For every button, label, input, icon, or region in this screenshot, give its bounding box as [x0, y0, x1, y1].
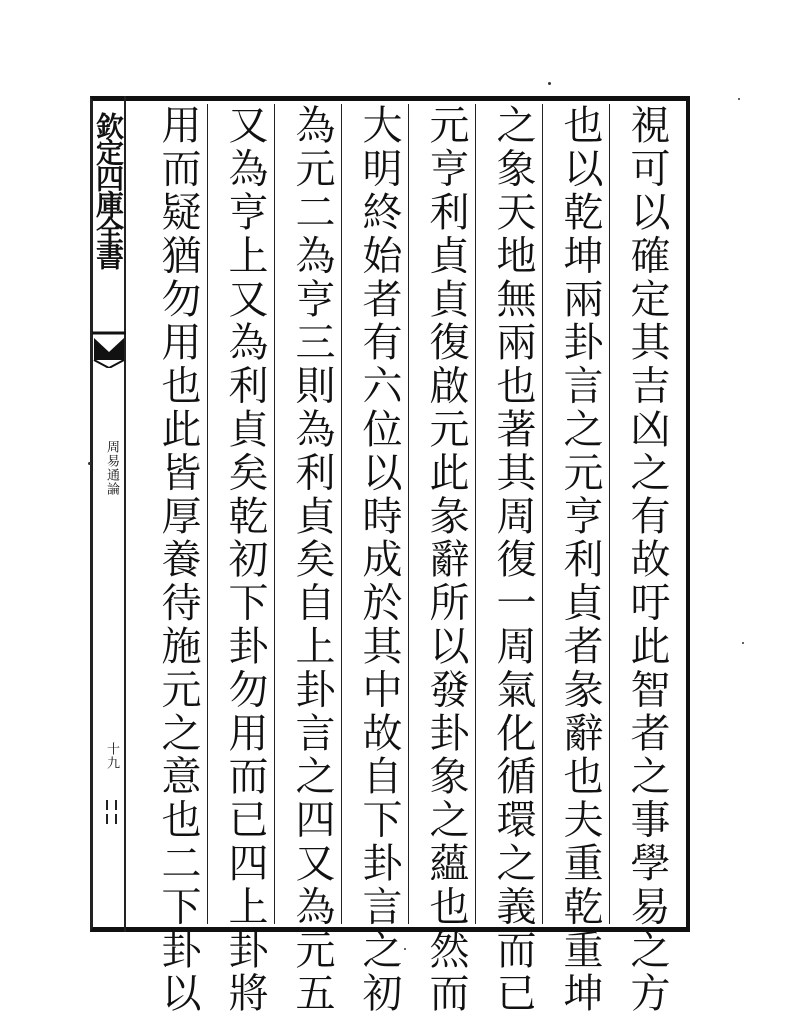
ink-speck: [88, 462, 91, 465]
ink-speck: [404, 948, 406, 950]
ink-speck: [738, 98, 740, 100]
ink-speck: [742, 642, 744, 644]
text-column-3: 之象天地無兩也著其周復一周氣化循環之義而已: [490, 104, 536, 1016]
folio-number: 十九: [104, 742, 119, 770]
fish-tail-mark: [92, 330, 126, 368]
text-column-6: 為元二為亨三則為利貞矣自上卦言之四又為元五: [289, 104, 335, 1016]
book-title: 周易通論: [104, 440, 119, 496]
text-column-4: 元亨利貞貞復啟元此彖辭所以發卦象之蘊也然而: [423, 104, 469, 1016]
text-columns: [140, 104, 680, 1016]
ink-speck: [548, 82, 551, 85]
text-column-8: 用而疑猶勿用也此皆厚養待施元之意也二下卦以: [155, 104, 201, 1016]
text-column-5: 大明終始者有六位以時成於其中故自下卦言之初: [356, 104, 402, 1016]
text-column-7: 又為亨上又為利貞矣乾初下卦勿用而已四上卦將: [222, 104, 268, 1016]
margin-dash-marks: [104, 796, 120, 826]
series-title: 欽定四庫全書: [92, 112, 125, 268]
text-column-2: 也以乾坤兩卦言之元亨利貞者彖辭也夫重乾重坤: [557, 104, 603, 1016]
text-column-1: 視可以確定其吉凶之有故吁此智者之事學易之方: [624, 104, 670, 1016]
